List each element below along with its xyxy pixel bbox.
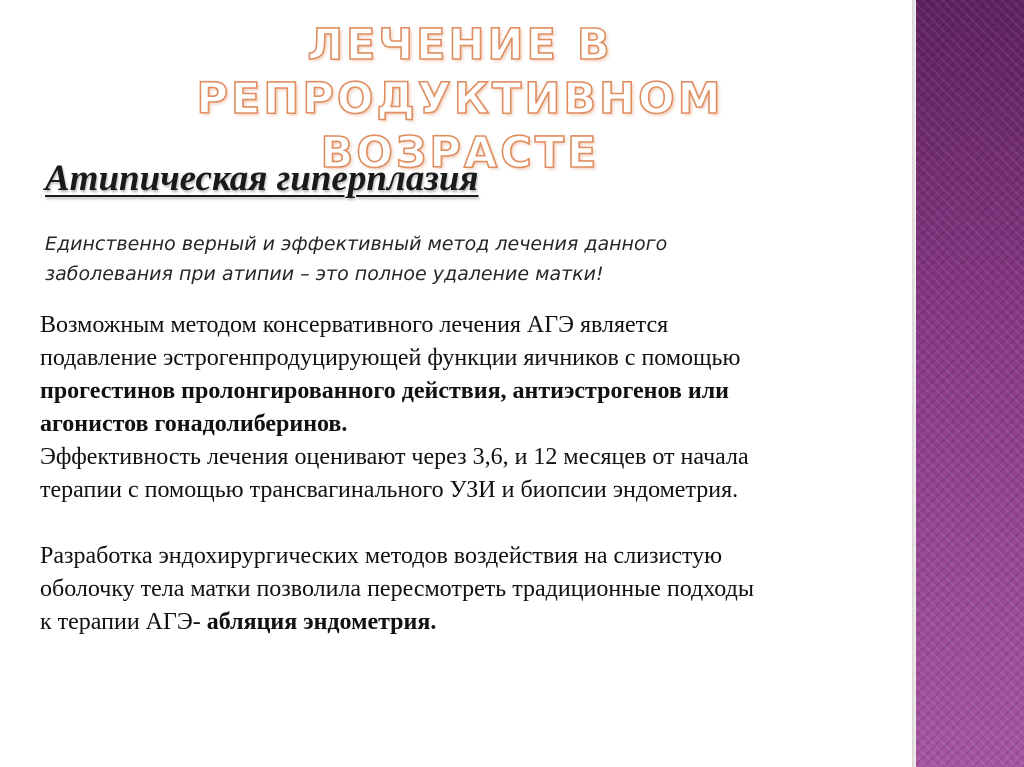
lead-paragraph — [45, 229, 835, 289]
subtitle: Атипическая гиперплазия — [45, 158, 479, 199]
p3-line-2: оболочку тела матки позволила пересмотреть традиционные подходы — [40, 576, 754, 602]
p2-line-2: терапии с помощью трансвагинального УЗИ и биопсии эндометрия. — [40, 477, 739, 503]
p1-bold-line-3: прогестинов пролонгированного действия, антиэстрогенов или — [40, 378, 729, 404]
title-line-2: ВОЗРАСТЕ — [320, 128, 600, 178]
p1-bold-line-4: агонистов гонадолиберинов. — [40, 411, 348, 437]
decorative-side-band — [916, 0, 1024, 767]
paragraph-endosurgery — [40, 540, 905, 639]
lead-line-1: Единственно верный и эффективный метод лечения данного — [45, 233, 668, 255]
lead-line-2: заболевания при атипии – это полное удаление матки! — [45, 263, 604, 285]
p1-line-2: подавление эстрогенпродуцирующей функции яичников с помощью — [40, 345, 741, 371]
paragraph-spacer — [40, 507, 905, 540]
p3-line-3-bold: абляция эндометрия. — [206, 609, 437, 635]
p3-line-3-prefix: к терапии АГЭ- — [40, 609, 207, 635]
p1-line-1: Возможным методом консервативного лечения АГЭ является — [40, 312, 669, 338]
p3-line-1: Разработка эндохирургических методов воздействия на слизистую — [40, 543, 723, 569]
p2-line-1: Эффективность лечения оценивают через 3,6, и 12 месяцев от начала — [40, 444, 749, 470]
title-line-1: ЛЕЧЕНИЕ В РЕПРОДУКТИВНОМ — [196, 20, 724, 124]
paragraph-conservative-treatment — [40, 309, 905, 441]
paragraph-efficacy — [40, 441, 905, 507]
body-text — [40, 309, 905, 639]
